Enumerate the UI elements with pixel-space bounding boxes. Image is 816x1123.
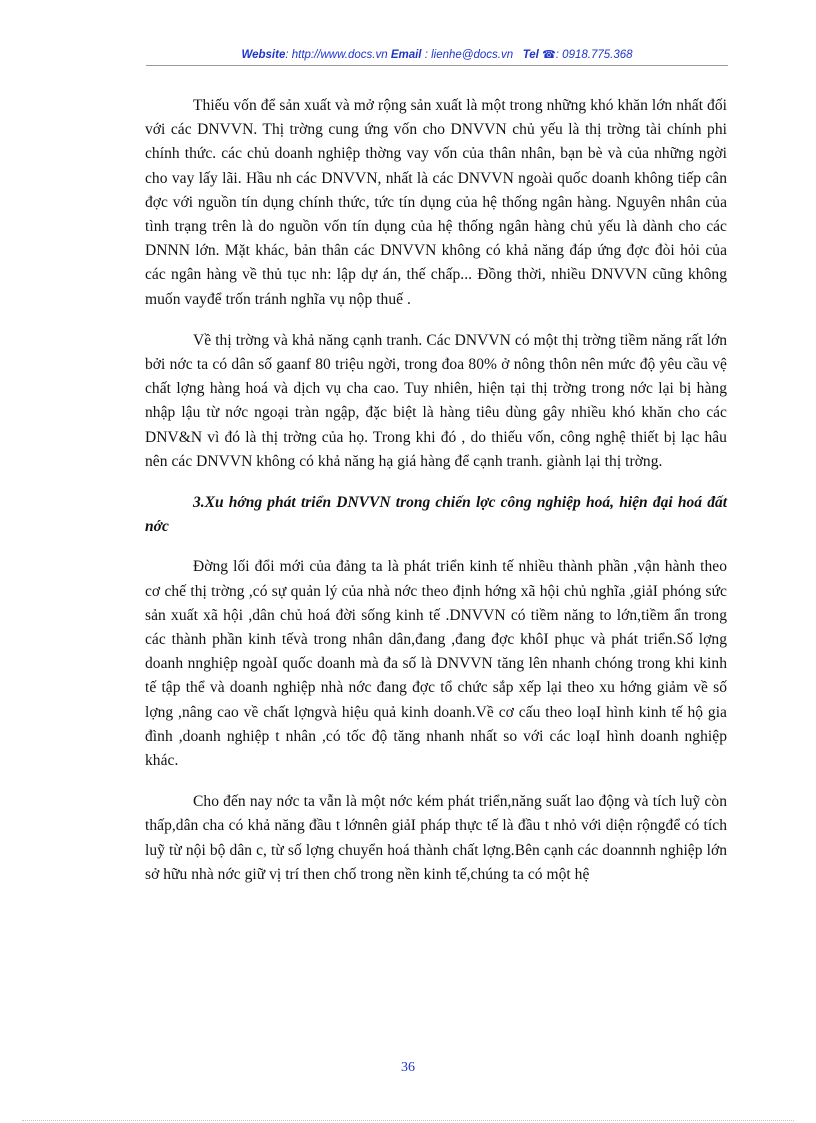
website-url[interactable]: : http://www.docs.vn [285, 49, 388, 61]
tel-label: Tel [522, 49, 539, 61]
tel-value: : 0918.775.368 [555, 49, 633, 61]
email-label: Email [390, 49, 422, 61]
website-label: Website [241, 49, 286, 61]
page-header [146, 48, 728, 61]
section-heading: 3.Xu hớng phát triển DNVVN trong chiến lợc công nghiệp hoá, hiện đại hoá đất nớc [145, 494, 727, 536]
paragraph-market-competition: Về thị trờng và khả năng cạnh tranh. Các DNVVN có một thị trờng tiềm năng rất lớn bởi nớc ta có dân số gaanf 80 triệu ngời, trong đoa 80% ở nông thôn nên mức độ yêu cầu vệ chất lợng hàng hoá và dịch vụ cha cao. Tuy nhiên, hiện tại thị trờng trong nớc lại bị hàng nhập lậu từ nớc ngoại tràn ngập, đặc biệt là hàng tiêu dùng gây nhiều khó khăn cho các DNV&N vì đó là thị trờng của họ. Trong khi đó , do thiếu vốn, công nghệ thiết bị lạc hâu nên các DNVVN không có khả năng hạ giá hàng để cạnh tranh. giành lại thị trờng. [145, 331, 727, 470]
paragraph-investment: Cho đến nay nớc ta vẫn là một nớc kém phát triển,năng suất lao động và tích luỹ còn thấp,dân cha có khả năng đầu t lớnnên giảI pháp thực tế là đầu t nhỏ với diện rộngđể có tích luỹ từ nội bộ dân c, từ số lợng chuyển hoá thành chất lợng.Bên cạnh các doannnh nghiệp lớn sở hữu nhà nớc giữ vị trí then chố trong nền kinh tế,chúng ta có một hệ [145, 793, 727, 883]
header-divider [146, 65, 728, 66]
footer-divider [22, 1120, 794, 1121]
phone-icon: ☎ [542, 49, 556, 61]
document-body [145, 94, 727, 904]
page-number: 36 [401, 1060, 415, 1075]
email-value[interactable]: : lienhe@docs.vn [421, 49, 514, 61]
paragraph-policy: Đờng lối đổi mới của đảng ta là phát triển kinh tế nhiều thành phần ,vận hành theo cơ chế thị trờng ,có sự quản lý của nhà nớc theo định hớng xã hội chủ nghĩa ,giảI phóng sức sản xuất xã hội ,dân chủ hoá đời sống kinh tế .DNVVN có tiềm năng to lớn,tiềm ẩn trong các thành phần kinh tếvà trong nhân dân,đang ,đang đợc khôI phục và phát triển.Số lợng doanh nnghiệp ngoàI quốc doanh mà đa số là DNVVN tăng lên nhanh chóng trong khi kinh tế tập thể và doanh nghiệp nhà nớc đang đợc tổ chức sắp xếp lại theo xu hớng giảm về số lợng ,nâng cao về chất lợngvà hiệu quả kinh doanh.Về cơ cấu theo loạI hình kinh tế hộ gia đình ,doanh nghiệp t nhân ,có tốc độ tăng nhanh nhất so với các loạI hình doanh nghiệp khác. [145, 558, 727, 770]
paragraph-capital-shortage: Thiếu vốn để sản xuất và mở rộng sản xuất là một trong những khó khăn lớn nhất đối với các DNVVN. Thị trờng cung ứng vốn cho DNVVN chủ yếu là thị trờng tài chính phi chính thức. các chủ doanh nghiệp thờng vay vốn của thân nhân, bạn bè và của những ngời cho vay lấy lãi. Hầu nh các DNVVN, nhất là các DNVVN ngoài quốc doanh không tiếp cân đợc với nguồn tín dụng chính thức, tức tín dụng của hệ thống ngân hàng. Nguyên nhân của tình trạng trên là do nguồn vốn tín dụng của hệ thống ngân hàng chủ yếu là dành cho các DNNN lớn. Mặt khác, bản thân các DNVVN không có khả năng đáp ứng đợc đòi hỏi của các ngân hàng về thủ tục nh: lập dự án, thế chấp... Đồng thời, nhiều DNVVN cũng không muốn vayđể trốn tránh nghĩa vụ nộp thuế . [145, 97, 727, 308]
